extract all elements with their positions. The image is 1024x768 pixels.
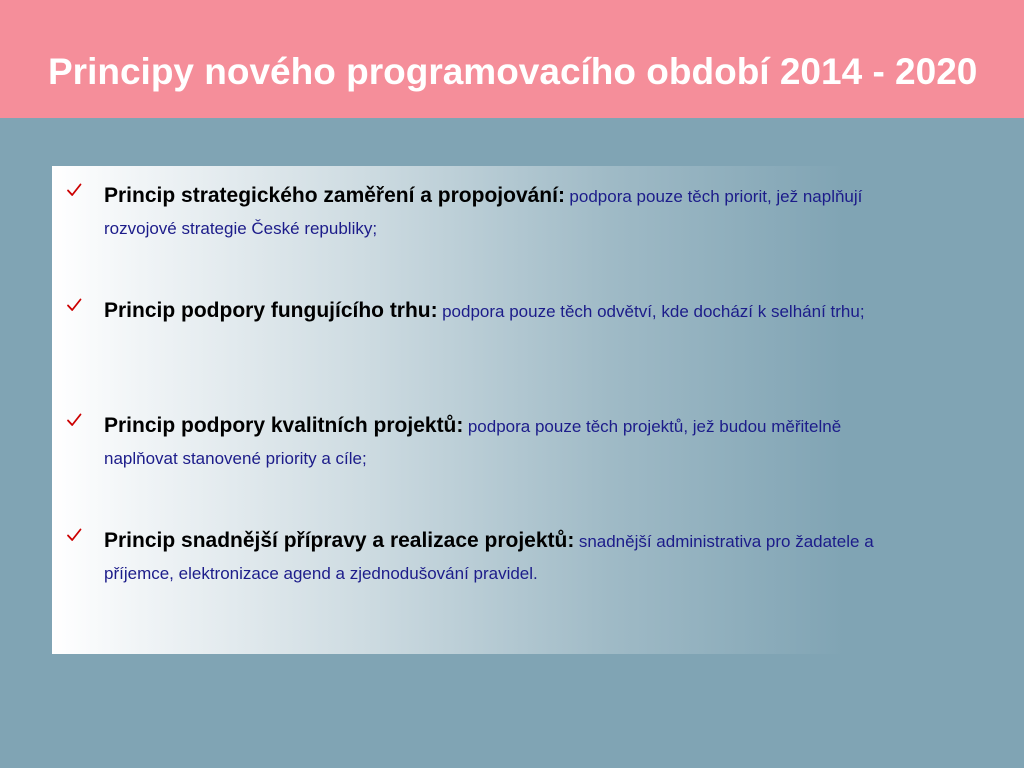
bullet-item (66, 180, 916, 245)
bullet-text (104, 295, 916, 328)
bullet-text (104, 410, 916, 475)
bullet-description: snadnější administrativa pro žadatele a příjemce, elektronizace agend a zjednodušování pravidel. (104, 532, 874, 583)
checkmark-icon (66, 182, 82, 198)
bullet-description: podpora pouze těch projektů, jež budou měřitelně naplňovat stanovené priority a cíle; (104, 417, 842, 468)
bullet-item (66, 295, 916, 328)
bullet-heading: Princip podpory kvalitních projektů: (104, 414, 464, 437)
checkmark-icon (66, 297, 82, 313)
checkmark-icon (66, 527, 82, 543)
bullet-heading: Princip strategického zaměření a propojování: (104, 184, 565, 207)
bullet-text (104, 525, 916, 590)
bullet-text (104, 180, 916, 245)
bullet-heading: Princip snadnější přípravy a realizace projektů: (104, 529, 575, 552)
bullet-item (66, 410, 916, 475)
bullet-heading: Princip podpory fungujícího trhu: (104, 299, 438, 322)
slide-title: Principy nového programovacího období 2014 - 2020 (48, 51, 978, 92)
content-box (52, 166, 954, 654)
checkmark-icon (66, 412, 82, 428)
bullet-item (66, 525, 916, 590)
bullet-description: podpora pouze těch odvětví, kde dochází k selhání trhu; (442, 302, 865, 321)
bullet-description: podpora pouze těch priorit, jež naplňují rozvojové strategie České republiky; (104, 187, 863, 238)
